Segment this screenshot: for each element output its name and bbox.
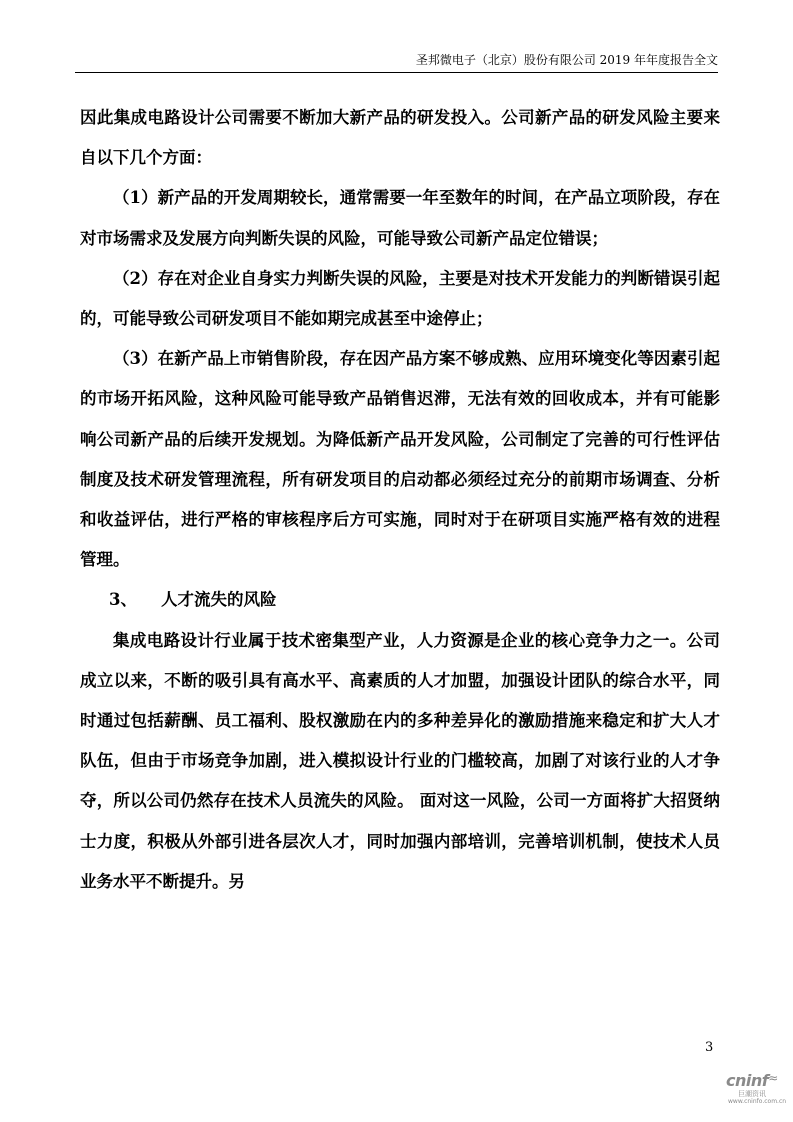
section-heading [80,580,720,620]
paragraph-item-3: （3）在新产品上市销售阶段，存在因产品方案不够成熟、应用环境变化等因素引起的市场开拓风险，这种风险可能导致产品销售迟滞，无法有效的回收成本，并有可能影响公司新产品的后续开发规划。为降低新产品开发风险，公司制定了完善的可行性评估制度及技术研发管理流程，所有研发项目的启动都必须经过充分的前期市场调查、分析和收益评估，进行严格的审核程序后方可实施，同时对于在研项目实施严格有效的进程管理。 [80,349,720,570]
paragraph-item-2: （2）存在对企业自身实力判断失误的风险，主要是对技术开发能力的判断错误引起的，可能导致公司研发项目不能如期完成甚至中途停止； [80,268,720,329]
section-number: 3、 [109,590,137,610]
logo-url: www.cninfo.com.cn [728,1098,787,1105]
paragraph-item-1: （1）新产品的开发周期较长，通常需要一年至数年的时间，在产品立项阶段，存在对市场需求及发展方向判断失误的风险，可能导致公司新产品定位错误； [80,188,720,248]
logo-brand: cninf [726,1071,769,1090]
page-header [75,52,718,73]
header-title: 圣邦微电子（北京）股份有限公司 2019 年年度报告全文 [415,53,718,67]
document-body [80,98,720,902]
paragraph-intro: 因此集成电路设计公司需要不断加大新产品的研发投入。公司新产品的研发风险主要来自以下几个方面： [80,108,720,168]
paragraph-section: 集成电路设计行业属于技术密集型产业，人力资源是企业的核心竞争力之一。公司成立以来，不断的吸引具有高水平、高素质的人才加盟，加强设计团队的综合水平，同时通过包括薪酬、员工福利、股权激励在内的多种差异化的激励措施来稳定和扩大人才队伍，但由于市场竞争加剧，进入模拟设计行业的门槛较高，加剧了对该行业的人才争夺，所以公司仍然存在技术人员流失的风险。 面对这一风险，公司一方面将扩大招贤纳士力度，积极从外部引进各层次人才，同时加强内部培训，完善培训机制，使技术人员业务水平不断提升。另 [80,630,720,891]
cninfo-logo [726,1071,788,1105]
page-number: 3 [705,1040,714,1055]
swirl-icon: ≈ [768,1071,779,1085]
logo-subtitle: 巨潮资讯 [738,1090,766,1098]
section-title: 人才流失的风险 [161,590,277,610]
